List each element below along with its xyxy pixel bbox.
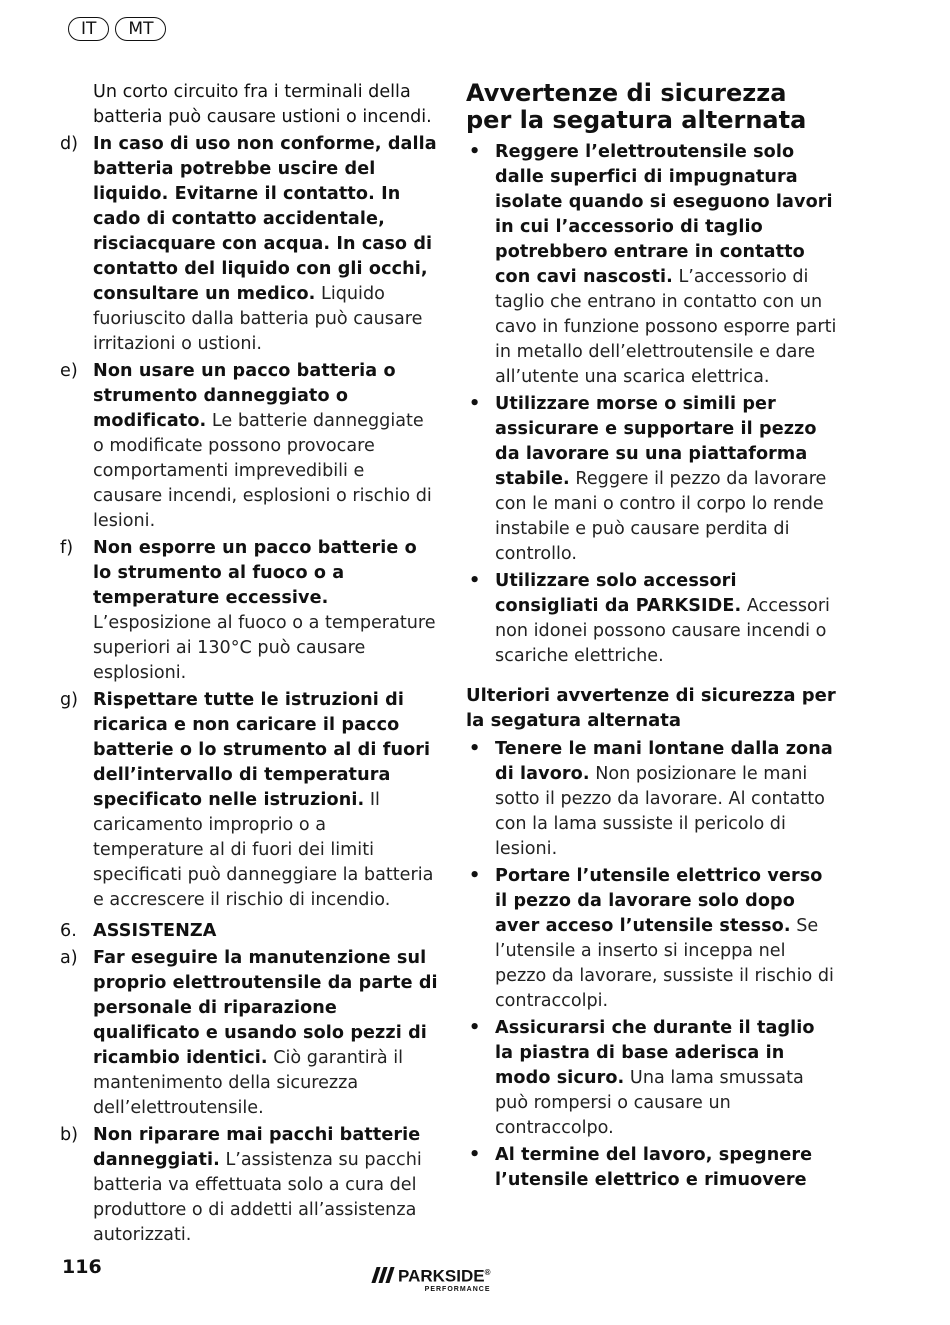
section-number: 6. <box>60 921 77 941</box>
bullet-marker: • <box>469 571 481 591</box>
bullet-item <box>466 1016 838 1141</box>
bullet-item <box>466 1143 838 1193</box>
bullet-item <box>466 864 838 1014</box>
item-bold-text: Reggere l’elettroutensile solo dalle superfici di impugnatura isolate quando si eseguono lavori in cui l’accessorio di taglio potrebbero entrare in contatto con cavi nascosti. <box>495 142 833 287</box>
list-marker: d) <box>60 134 79 154</box>
bullet-marker: • <box>469 394 481 414</box>
item-bold-text: Rispettare tutte le istruzioni di ricarica e non caricare il pacco batterie o lo strumento al di fuori dell’intervallo di temperatura specificato nelle istruzioni. <box>93 690 431 810</box>
item-text: Se l’utensile a inserto si inceppa nel pezzo da lavorare, sussiste il rischio di contraccolpi. <box>495 916 834 1011</box>
list-marker: f) <box>60 538 74 558</box>
bullet-item <box>466 569 838 669</box>
item-bold-text: Utilizzare morse o simili per assicurare e supportare il pezzo da lavorare su una piattaforma stabile. <box>495 394 817 489</box>
list-marker: g) <box>60 690 79 710</box>
logo-stripes-icon <box>374 1267 392 1283</box>
item-text: Le batterie danneggiate o modificate possono provocare comportamenti imprevedibili e causare incendi, esplosioni o rischio di lesioni. <box>93 411 432 531</box>
page-number: 116 <box>62 1256 102 1278</box>
section-title: ASSISTENZA <box>93 921 217 941</box>
item-text: Una lama smussata può rompersi o causare un contraccolpo. <box>495 1068 804 1138</box>
left-column <box>60 80 438 1250</box>
item-bold-text: Portare l’utensile elettrico verso il pezzo da lavorare solo dopo aver acceso l’utensile stesso. <box>495 866 823 936</box>
bullet-marker: • <box>469 1145 481 1165</box>
bullet-marker: • <box>469 866 481 886</box>
item-bold-text: Al termine del lavoro, spegnere l’utensile elettrico e rimuovere <box>495 1145 813 1190</box>
item-bold-text: In caso di uso non conforme, dalla batteria potrebbe uscire del liquido. Evitarne il contatto. In cado di contatto accidentale, risciacquare con acqua. In caso di contatto del liquido con gli occhi, consultare un medico. <box>93 134 437 304</box>
bullet-marker: • <box>469 739 481 759</box>
list-item-g <box>60 688 438 913</box>
item-bold-text: Non usare un pacco batteria o strumento danneggiato o modificato. <box>93 361 396 431</box>
parkside-logo <box>374 1263 491 1294</box>
item-text: Accessori non idonei possono causare incendi o scariche elettriche. <box>495 596 830 666</box>
item-text: Non posizionare le mani sotto il pezzo da lavorare. Al contatto con la lama sussiste il pericolo di lesioni. <box>495 764 825 859</box>
item-bold-text: Assicurarsi che durante il taglio la piastra di base aderisca in modo sicuro. <box>495 1018 815 1088</box>
section-heading <box>60 919 438 944</box>
intro-paragraph: Un corto circuito fra i terminali della batteria può causare ustioni o incendi. <box>93 82 432 127</box>
bullet-item <box>466 392 838 567</box>
bullet-marker: • <box>469 142 481 162</box>
list-item-f <box>60 536 438 686</box>
logo-wordmark <box>398 1263 491 1286</box>
bullet-item <box>466 737 838 862</box>
list-item-d <box>60 132 438 357</box>
item-text: L’accessorio di taglio che entrano in contatto con un cavo in funzione possono esporre parti in metallo dell’elettroutensile e dare all’utente una scarica elettrica. <box>495 267 837 387</box>
logo-subtitle: PERFORMANCE <box>424 1285 491 1293</box>
item-text: Reggere il pezzo da lavorare con le mani o contro il corpo lo rende instabile e può causare perdita di controllo. <box>495 469 827 564</box>
list-item-b <box>60 1123 438 1248</box>
list-marker: e) <box>60 361 78 381</box>
language-badge-it: IT <box>68 17 109 41</box>
item-text: L’assistenza su pacchi batteria va effettuata solo a cura del produttore o di addetti all’assistenza autorizzati. <box>93 1150 422 1245</box>
item-bold-text: Far eseguire la manutenzione sul proprio elettroutensile da parte di personale di riparazione qualificato e usando solo pezzi di ricambio identici. <box>93 948 438 1068</box>
list-marker: a) <box>60 948 78 968</box>
item-text: L’esposizione al fuoco o a temperature superiori ai 130°C può causare esplosioni. <box>93 613 436 683</box>
item-bold-text: Non riparare mai pacchi batterie danneggiati. <box>93 1125 421 1170</box>
section-heading-main: Avvertenze di sicurezza per la segatura alternata <box>466 79 807 134</box>
language-badges <box>68 17 166 41</box>
registered-mark: ® <box>484 1268 491 1277</box>
item-text: Ciò garantirà il mantenimento della sicurezza dell’elettroutensile. <box>93 1048 404 1118</box>
language-badge-mt: MT <box>115 17 166 41</box>
logo-brand: PARKSIDE <box>398 1266 485 1286</box>
section-subheading: Ulteriori avvertenze di sicurezza per la segatura alternata <box>466 685 836 731</box>
bullet-marker: • <box>469 1018 481 1038</box>
bullet-item <box>466 140 838 390</box>
list-marker: b) <box>60 1125 79 1145</box>
item-bold-text: Non esporre un pacco batterie o lo strumento al fuoco o a temperature eccessive. <box>93 538 417 608</box>
list-item-a <box>60 946 438 1121</box>
item-bold-text: Utilizzare solo accessori consigliati da PARKSIDE. <box>495 571 742 616</box>
item-text: Il caricamento improprio o a temperature al di fuori dei limiti specificati può danneggiare la batteria e accrescere il rischio di incendio. <box>93 790 434 910</box>
right-column <box>466 80 838 1195</box>
item-bold-text: Tenere le mani lontane dalla zona di lavoro. <box>495 739 833 784</box>
list-item-e <box>60 359 438 534</box>
item-text: Liquido fuoriuscito dalla batteria può causare irritazioni o ustioni. <box>93 284 423 354</box>
